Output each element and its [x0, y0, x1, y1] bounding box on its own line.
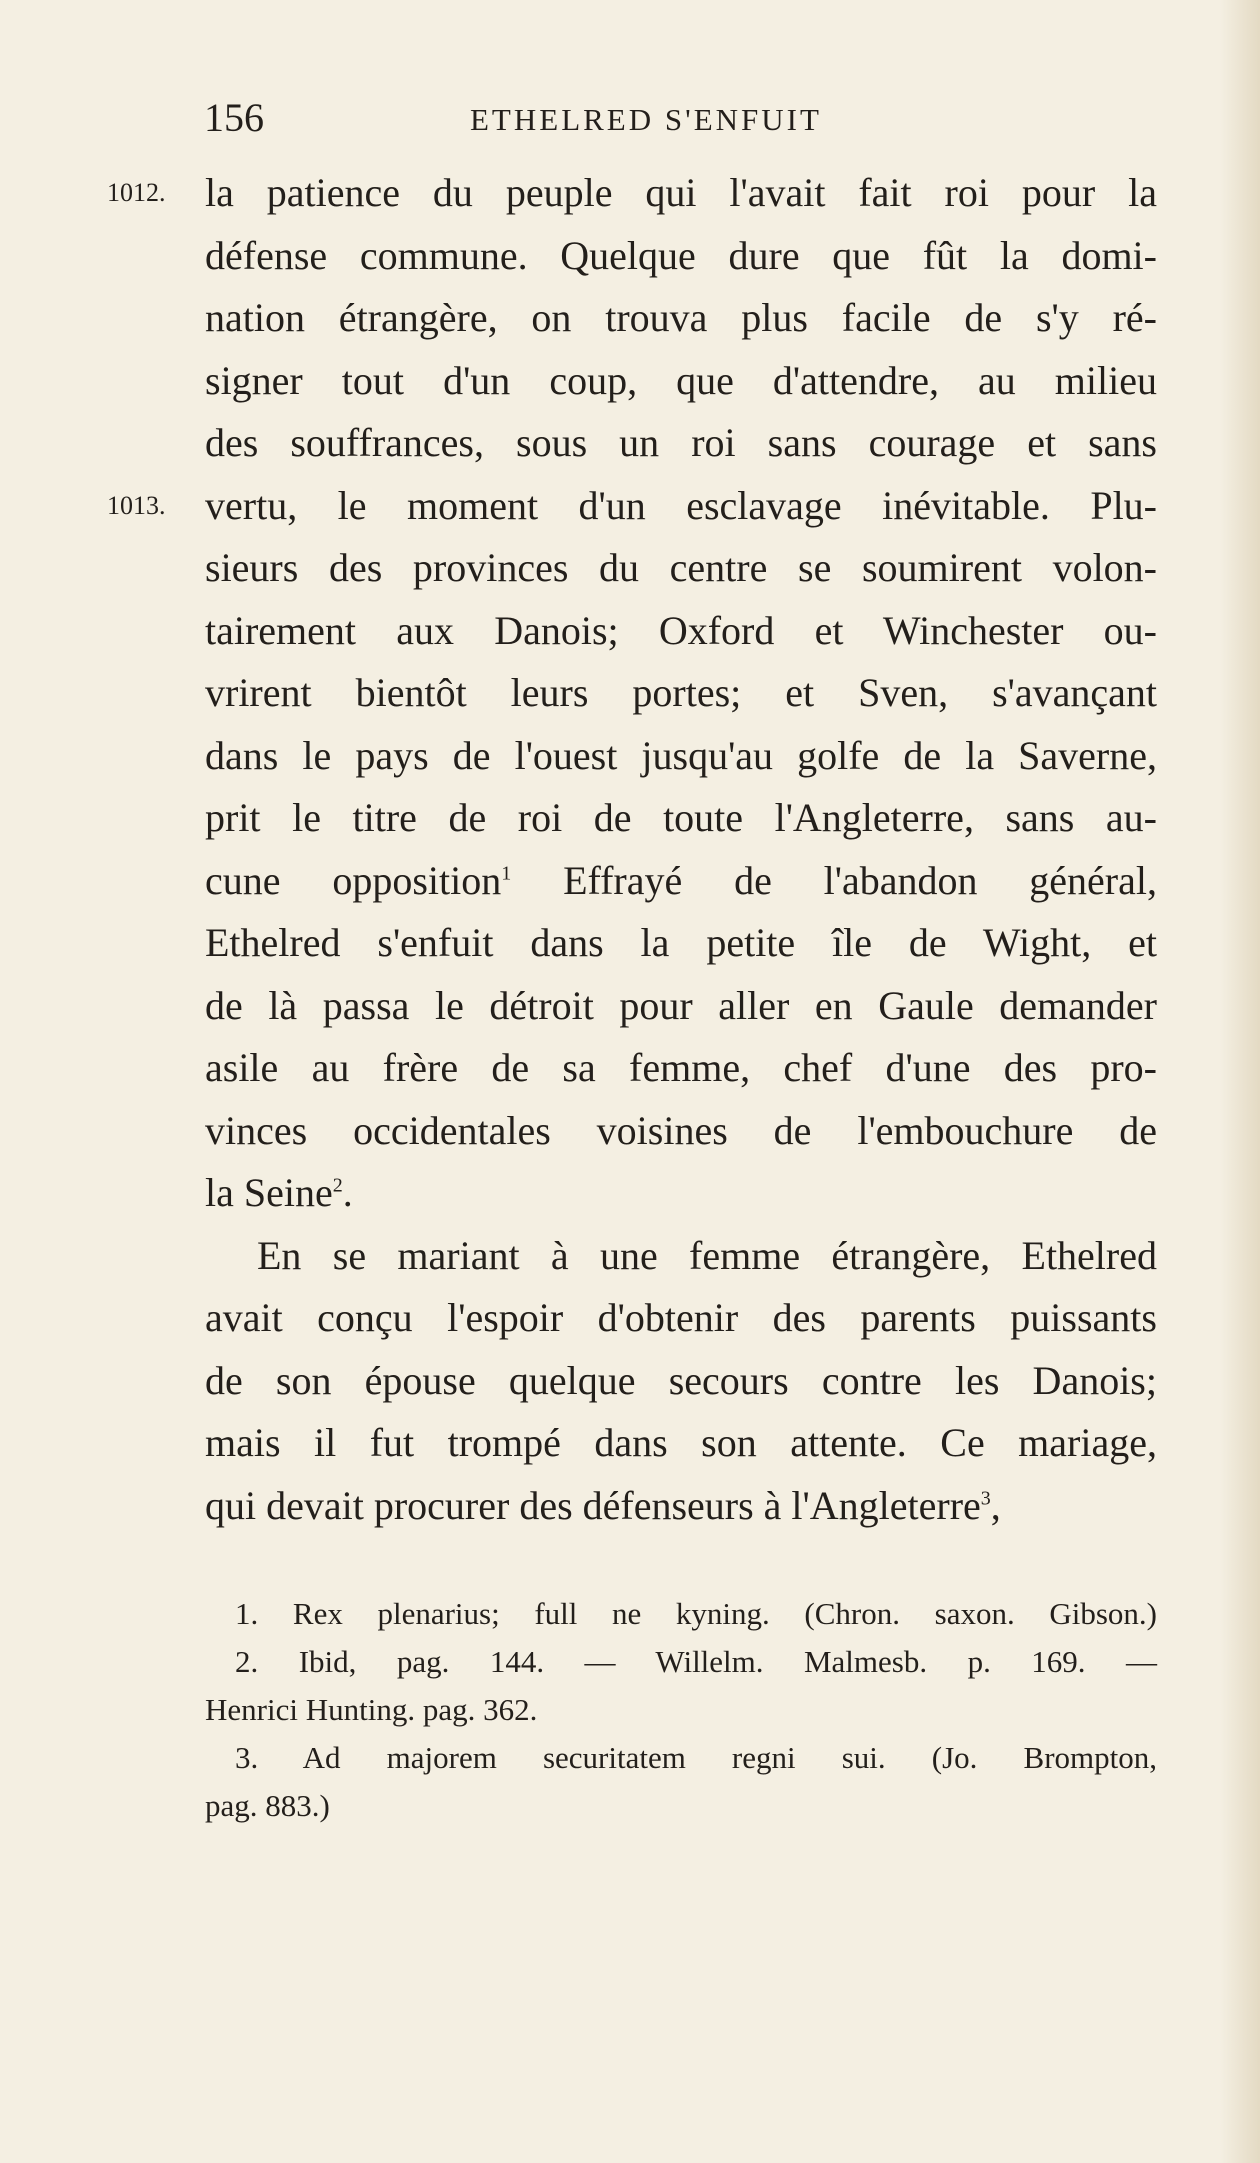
text-line: En se mariant à une femme étrangère, Ethelred	[257, 1232, 1157, 1278]
text-line: 1013. vertu, le moment d'un esclavage inévitable. Plu-	[205, 475, 1157, 538]
text-line: de là passa le détroit pour aller en Gaule demander	[205, 982, 1157, 1028]
footnote: pag. 883.)	[205, 1788, 330, 1823]
page-edge-shadow	[1220, 0, 1260, 2163]
text-line: des souffrances, sous un roi sans courage et sans	[205, 420, 1157, 465]
text-line: asile au frère de sa femme, chef d'une des pro-	[205, 1045, 1157, 1090]
footnote: 3. Ad majorem securitatem regni sui. (Jo. Brompton,	[235, 1740, 1157, 1775]
footnote: 2. Ibid, pag. 144. — Willelm. Malmesb. p. 169. —	[235, 1644, 1157, 1679]
footnote-mark: 3	[980, 1487, 991, 1510]
main-text	[107, 162, 1157, 1537]
text-line: avait conçu l'espoir d'obtenir des parents puissants	[205, 1295, 1157, 1340]
text-line: 1012. la patience du peuple qui l'avait fait roi pour la	[205, 162, 1157, 225]
text-line: vrirent bientôt leurs portes; et Sven, s'avançant	[205, 670, 1157, 715]
text-line: qui devait procurer des défenseurs à l'Angleterre$^3$,	[205, 1482, 1001, 1528]
text-line: mais il fut trompé dans son attente. Ce mariage,	[205, 1420, 1157, 1465]
footnote: Henrici Hunting. pag. 362.	[205, 1692, 538, 1727]
text-line: défense commune. Quelque dure que fût la domi-	[205, 232, 1157, 278]
page-header	[0, 90, 1260, 150]
footnote-mark: 2	[332, 1174, 343, 1197]
footnote: 1. Rex plenarius; full ne kyning. (Chron. saxon. Gibson.)	[235, 1596, 1157, 1631]
text-line: signer tout d'un coup, que d'attendre, au milieu	[205, 357, 1157, 403]
text-line: sieurs des provinces du centre se soumirent volon-	[205, 545, 1157, 590]
text-line: prit le titre de roi de toute l'Angleterre, sans au-	[205, 795, 1157, 840]
running-title: ETHELRED S'ENFUIT	[470, 102, 822, 137]
page-number: 156	[204, 95, 264, 140]
text-line: Ethelred s'enfuit dans la petite île de Wight, et	[205, 920, 1157, 965]
margin-year: 1012.	[107, 178, 166, 207]
text-line: la Seine$^2$.	[205, 1170, 353, 1215]
margin-year: 1013.	[107, 490, 166, 520]
footnotes	[205, 1590, 1157, 1830]
text-line: de son épouse quelque secours contre les Danois;	[205, 1357, 1157, 1403]
text-line: nation étrangère, on trouva plus facile de s'y ré-	[205, 295, 1157, 340]
text-line: vinces occidentales voisines de l'embouchure de	[205, 1107, 1157, 1153]
footnote-mark: 1	[501, 862, 512, 885]
text-line: tairement aux Danois; Oxford et Winchester ou-	[205, 607, 1157, 653]
text-line: dans le pays de l'ouest jusqu'au golfe de la Saverne,	[205, 732, 1157, 778]
text-line: cune opposition$^1$ Effrayé de l'abandon général,	[205, 857, 1157, 903]
